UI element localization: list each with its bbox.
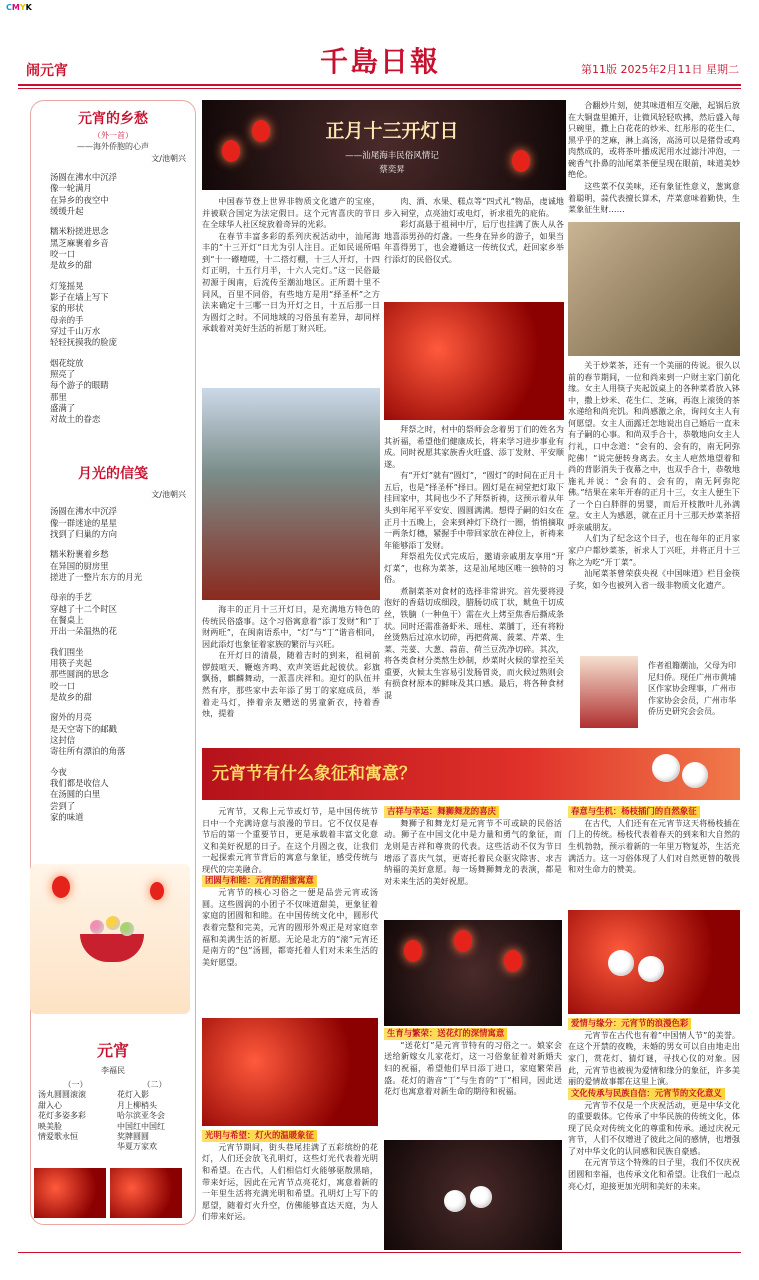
tangyuan-night-photo <box>384 1140 562 1250</box>
poem-line: 咬一口 <box>50 680 76 691</box>
tangyuan-red-photo <box>568 910 740 1014</box>
poem-line: 在餐桌上 <box>50 614 84 625</box>
heading-love: 爱情与缘分：元宵节的浪漫色彩 <box>568 1018 691 1030</box>
author-bio: 作者祖籍潮汕，父母为印尼归侨。现任广州市黄埔区作家协会理事，广州市作家协会会员，广州市华侨历史研究会会员。 <box>648 661 736 717</box>
poem-line: 情爱歌永恒 <box>38 1132 78 1142</box>
bowl-icon <box>80 934 144 962</box>
poem3-author: 李福民 <box>101 1065 125 1075</box>
poem-line: 母亲的手艺 <box>50 592 92 603</box>
issue-info: 第11版 2025年2月11日 星期二 <box>581 63 739 76</box>
poem-line: 灯笼摇晃 <box>50 280 84 291</box>
poem-stanza <box>50 592 192 637</box>
poem-stanza <box>50 281 192 349</box>
feature-col3-bottom: 关于炒菜茶，还有一个美丽的传说。很久以前的春节期间，一位和尚来到一户财主家门前化缘。女主人用筷子夹起饭桌上的各种菜肴放入钵中，撒上炒米、花生仁、芝麻，再泡上滚烫的茶水递给和尚充饥。和尚感激之余，询问女主人有何愿望。女主人面露迁怎地说出自己婚后一直未有子嗣的心事。和尚双手合十，恭敬地向女主人行礼，口中念道：“会有的、会有的，南无阿弥陀佛！”说完便转身离去。女主人疤然地望着和尚的背影消失于夜幕之中，也双手合十，恭敬地施礼并说：“会有的、会有的，南无阿弥陀佛。”结果在来年开春的正月十三，女主人便生下了一个白白胖胖的男婴，而后开枝散叶儿孙满堂。女主人为感恩，就在正月十三那天炒菜茶招呼亲戚朋友。 人们为了纪念这个日子，也在每年的正月家家户户都炒菜茶，祈求人丁兴旺，并将正月十三称之为吃“开丁菜”。 汕尾菜茶曾荣获央视《中国味道》栏目金筷子奖，如今也被列入省一级非物质文化遗产。 <box>568 360 740 590</box>
heading-birth: 生育与繁荣：送花灯的深情寓意 <box>384 1028 507 1040</box>
feature-banner <box>202 100 566 190</box>
poem-line: 黑芝麻裹着乡音 <box>50 237 109 248</box>
bottom-title: 元宵节有什么象征和寓意？ <box>212 764 416 784</box>
poem-line: 甜入心 <box>38 1100 62 1110</box>
poem-line: 汤丸圆圆滚滚 <box>38 1090 86 1100</box>
poem-stanza <box>50 712 192 757</box>
poem-line: 每个游子的眼睛 <box>50 380 109 391</box>
poem-line: 像一轮满月 <box>50 183 92 194</box>
poem3-col1: （一） 汤丸圆圆滚滚 甜入心 花灯多姿多彩 映美脸 情爱歌永恒 <box>34 1080 113 1153</box>
feature-col1-top: 中国春节登上世界非物质文化遗产的宝座，并被联合国定为法定假日。这个元宵喜庆的节日在全球华人社区绽放着奇异的光彩。 在春节丰富多彩的系列庆祝活动中，汕尾海丰的“十三开灯”日尤为引人注目。正如民谣所唱到“十一礤噎嗟，十二搭灯棚，十三人开灯，十四灯正明，十五行月半，十六人完灯。”这一民俗最初源于闽南，后流传至潮汕地区。正所谓十里不同风，百里不同俗，有些地方是用“择圣杯”之方法来确定十三哪一日为开灯之日，十五后那一日为圆灯之时。不同地域的习俗虽有差异，却同样承载着对美好生活的祈愿丁财兴旺。 <box>202 196 380 334</box>
poem-line: 哈尔滨亚冬会 <box>117 1111 165 1121</box>
poem-stanza <box>50 172 192 217</box>
poem-line: 是故乡的甜 <box>50 260 92 271</box>
poem-line: 像一群迷途的星星 <box>50 517 117 528</box>
author-photo <box>580 656 638 728</box>
heading-lion: 吉祥与幸运：舞狮舞龙的喜庆 <box>384 806 499 818</box>
poem2-author: 文/池朝兴 <box>151 489 186 499</box>
poem1-body <box>34 172 192 426</box>
lantern-street-photo <box>384 920 562 1026</box>
poem-line: 咬一口 <box>50 249 76 260</box>
poem-line: 花灯多姿多彩 <box>38 1111 86 1121</box>
poem1-author: 文/池朝兴 <box>151 153 186 163</box>
heading-reunion: 团圆与和睦：元宵的甜蜜寓意 <box>202 875 317 887</box>
heading-culture: 文化传承与民族自信：元宵节的文化意义 <box>568 1088 725 1100</box>
poem-line: 家的形状 <box>50 303 84 314</box>
poem-line: 那些圆润的思念 <box>50 669 109 680</box>
poem-line: 糯米粉裹着乡愁 <box>50 549 109 560</box>
poem-line: 是故乡的甜 <box>50 692 92 703</box>
poem-stanza <box>50 549 192 583</box>
poem2-title: 月光的信笺 <box>78 466 148 482</box>
poem3-block <box>34 1040 192 1153</box>
poem-line: 月上柳梢头 <box>117 1100 157 1110</box>
poem-line: 汤圆在沸水中沉浮 <box>50 171 117 182</box>
poem1-tagline: ——海外侨胞的心声 <box>77 142 149 152</box>
poem-line: 找到了归巢的方向 <box>50 528 117 539</box>
feature-title: 正月十三开灯日 <box>325 120 459 142</box>
feature-col1-bottom: 海丰的正月十三开灯日，是充满地方特色的传统民俗盛事。这个习俗寓意着“添丁发财”和“丁财两旺”，在闽南语系中，“灯”与“丁”谐音相同，因此添灯也象征着家族的繁衍与兴旺。 在开灯日的清晨，随着吉时的到来，祖祠前锣鼓喧天、鞭炮齐鸣、欢声笑语此起彼伏。彩旗飘扬，麒麟舞动，一派喜庆祥和。迎灯的队伍井然有序，那些家中去年添了男丁的家庭成员，举着走马灯，捧着亲友赠送的男童新衣，持着香烛，提着 <box>202 604 380 719</box>
poem-stanza <box>50 506 192 540</box>
poem-line: 缓缓升起 <box>50 205 84 216</box>
poem-line: 是天空寄下的邮戳 <box>50 723 117 734</box>
feature-col2-top: 肉、酒、水果、糕点等“四式礼”物品，虔诚地步入祠堂，点亮油灯或电灯，祈求祖先的庇佑。 彩灯高悬于祖祠中厅，后厅也挂满了族人从各地喜添男孙的灯盏。一些身在异乡的游子，如果当年喜得男丁，也会遵循这一传统仪式，赶回家乡举行添灯的民俗仪式。 <box>384 196 564 264</box>
bottom-banner <box>202 748 740 800</box>
feature-author: 蔡奕昇 <box>379 165 405 175</box>
poem1-title: 元宵的乡愁 <box>78 111 148 127</box>
bottom-col1-top: 元宵节，又称上元节或灯节，是中国传统节日中一个充满诗意与浪漫的节日。它不仅仅是春节后的第一个重要节日，更是承载着丰富文化意义和美好祝愿的日子。在这个月圆之夜，让我们一起探索元宵节背后的寓意与象征，感受传统与现代的完美融合。 团圆与和睦：元宵的甜蜜寓意 元宵节的核心习俗之一便是品尝元宵或汤圆。这些圆润的小团子不仅味道甜美，更象征着家庭的团圆和和睦。在中国传统文化中，圆形代表着完整和完美，元宵的圆形外观正是对家庭幸福和美满生活的祈愿。无论是北方的“滚”元宵还是南方的“包”汤圆，都寄托着人们对未来生活的美好愿望。 <box>202 806 378 967</box>
bottom-col1-bottom: 光明与希望：灯火的温暖象征 元宵节期间，街头巷尾挂满了五彩缤纷的花灯，人们还会放飞孔明灯，这些灯光代表着光明和希望。在古代，人们相信灯火能够驱散黑暗，带来好运，因此在元宵节点亮花灯，寓意着新的一年里生活将充满光明和希望。孔明灯上写下的愿望，随着灯火升空，仿佛能够直达天庭，为人们带来好运。 <box>202 1130 378 1222</box>
poem-line: 花灯入影 <box>117 1090 149 1100</box>
poem-line: 烟花绽放 <box>50 357 84 368</box>
poem-line: 尝到了 <box>50 800 76 811</box>
tangyuan-bowl-photo <box>202 1018 378 1126</box>
vegetable-dishes-photo <box>568 222 740 356</box>
masthead-logo: 千島日報 <box>319 45 440 78</box>
poem-line: 轻轻抚摸我的脸庞 <box>50 337 117 348</box>
poem-line: 盛满了 <box>50 403 76 414</box>
header-rule <box>18 84 741 86</box>
poem3-title: 元宵 <box>96 1041 129 1060</box>
poem-line: 在异乡的夜空中 <box>50 194 109 205</box>
section-title: 闹元宵 <box>26 63 68 79</box>
poem-line: 穿过千山万水 <box>50 326 101 337</box>
ancestral-hall-photo <box>384 302 564 420</box>
tangyuan-illustration <box>30 864 190 1014</box>
poem-line: 华夏万家欢 <box>117 1142 157 1152</box>
poem-line: 影子在墙上写下 <box>50 292 109 303</box>
feature-col2-bottom: 拜祭之时，村中的祭师会念着男丁们的姓名为其祈福，希望他们健康成长，将来学习进步事业有成。同时祝愿其家族香火旺盛、添丁发财、平安顺遂。 有“开灯”就有“圆灯”，“圆灯”的时间在正月十五后，也是“择圣杯”择日。圆灯是在祠堂把灯取下挂回家中，其间也少不了拜祭祈祷，这预示着从年头到年尾平平安安、圆圆满满。想得子嗣的妇女在正月十五晚上，会来到神灯下绕行一圈，悄悄摘取一两条灯穗，紧握手中带回家放在神位上，祈祷来年能够添丁发财。 拜祭祖先仪式完成后，邀请亲戚朋友享用“开灯菜”，也称为菜茶，这是汕尾地区唯一独特的习俗。 煮制菜茶对食材的选择非常讲究。首先要将浸泡好的香菇切成细段，腊肠切成丁状，鱿鱼干切成丝，铁腩（一种鱼干）需在火上烤至焦香后撕成条状。同时还需准备虾米、瑶柱、菜脯丁，还有将粉丝烫熟后过凉水切碎，再把荷蒿、菠菜、芹菜、生菜、芫荽、大葱、蒜苗、荷兰豆洗净切碎。其次，将各类食材分类熬生炒制，炒菜时火候的掌控至关重要，火候太生容易引发肠胃炎，而火候过熟则会有损食材原本的鲜味及其口感。最后，将各种食材混 <box>384 424 564 700</box>
poem-line: 这封信 <box>50 735 76 746</box>
poem-line: 穿越了十二个时区 <box>50 603 117 614</box>
poem-line: 我们都是收信人 <box>50 778 109 789</box>
poem-line: 搓进了一整片东方的月光 <box>50 571 143 582</box>
footer-rule <box>18 1252 741 1253</box>
poem-stanza <box>50 767 192 824</box>
poem-line: 糯米粉搓进思念 <box>50 226 109 237</box>
poem-line: 映美脸 <box>38 1121 62 1131</box>
poem-line: 那里 <box>50 391 67 402</box>
header-rule-thin <box>18 88 741 89</box>
temple-roof-photo <box>202 388 380 600</box>
poem-line: 开出一朵温热的花 <box>50 626 117 637</box>
poem2-body <box>34 506 192 823</box>
bottom-col2-mid: 生育与繁荣：送花灯的深情寓意 “送花灯”是元宵节特有的习俗之一。娘家会送给新嫁女儿家花灯，这一习俗象征着对新婚夫妇的祝福，希望他们早日添丁进口，家庭繁荣昌盛。花灯的谐音“丁”与生育的“丁”相同，因此送花灯也寓意着对新生命的期待和祝福。 <box>384 1028 562 1097</box>
poem-line: 用筷子夹起 <box>50 658 92 669</box>
bottom-col2-top: 吉祥与幸运：舞狮舞龙的喜庆 舞狮子和舞龙灯是元宵节不可或缺的民俗活动。狮子在中国文化中是力量和勇气的象征，而龙则是吉祥和尊贵的代表。这些活动不仅为节日增添了喜庆气氛，更寄托着民众驱灾除害、求吉纳福的美好意愿。每一场舞狮舞龙的表演，都是对未来生活的美好祝愿。 <box>384 806 562 886</box>
heading-light: 光明与希望：灯火的温暖象征 <box>202 1130 317 1142</box>
lantern-photo-small-1 <box>34 1168 106 1218</box>
poem-line: 照亮了 <box>50 369 76 380</box>
poem-line: 汤圆在沸水中沉浮 <box>50 506 117 517</box>
poem2-block <box>34 465 192 832</box>
poem1-block <box>34 110 192 435</box>
poem3-col2: （二） 花灯入影 月上柳梢头 哈尔滨亚冬会 中国红中国红 奖牌圆圆 华夏万家欢 <box>113 1080 192 1153</box>
poem-line: 母亲的手 <box>50 314 84 325</box>
poem-line: 我们围坐 <box>50 646 84 657</box>
poem-line: 中国红中国红 <box>117 1121 165 1131</box>
poem-line: 在汤圆的白里 <box>50 789 101 800</box>
poem-line: 在异国的厨房里 <box>50 560 109 571</box>
cmyk-marks: CMYK <box>6 3 32 12</box>
feature-subtitle: ——汕尾海丰民俗风情记 <box>345 151 439 161</box>
poem-stanza <box>50 226 192 271</box>
poem-line: 家的味道 <box>50 812 84 823</box>
lantern-photo-small-2 <box>110 1168 182 1218</box>
poem-stanza <box>50 358 192 426</box>
bottom-col3-top: 春意与生机：杨枝插门的自然象征 在古代，人们还有在元宵节这天将杨枝插在门上的传统。杨枝代表着春天的到来和大自然的生机勃勃，预示着新的一年里万物复苏，生活充满活力。这一习俗体现了人们对自然更替的敬畏和对生命力的赞美。 <box>568 806 740 875</box>
bottom-col3-bottom: 爱情与缘分：元宵节的浪漫色彩 元宵节在古代也有着“中国情人节”的美誉。在这个开禁的夜晚，未婚的男女可以自由地走出家门，赏花灯、猜灯谜，寻找心仪的对象。因此，元宵节也被视为爱情和缘分的象征，许多美丽的爱情故事都在这里上演。 文化传承与民族自信：元宵节的文化意义 元宵节不仅是一个庆祝活动，更是中华文化的重要载体。它传承了中华民族的传统文化，体现了民众对传统文化的尊重和传承。通过庆祝元宵节，人们不仅增进了彼此之间的感情，也增强了对中华文化的认同感和民族自豪感。 在元宵节这个特殊的日子里，我们不仅庆祝团圆和幸福，也传承文化和希望。让我们一起点亮心灯，迎接更加光明和美好的未来。 <box>568 1018 740 1191</box>
poem-line: 今夜 <box>50 766 67 777</box>
feature-col3-top: 合翻炒片刻，使其味道相互交融，起锅后放在大铜盘里摊开，让微风轻轻吹拂，然后盛入每只碗里，撒上白花花的炒米、红彤彤的花生仁、黑乎乎的芝麻，淋上高汤，高汤可以是猪骨或鸡肉熬成的，或将茶叶播成泥用水过滤汁冲泡，一碗香气扑鼻的汕尾菜茶便呈现在眼前，味道美妙绝伦。 这些菜不仅美味，还有象征性意义，葱寓意着聪明，蒜代表擅长算术，芹菜意味着勤快，生菜象征生财…… <box>568 100 740 215</box>
poem-stanza <box>50 647 192 704</box>
poem1-subtitle: （外一首） <box>93 130 133 140</box>
poem-line: 窗外的月亮 <box>50 712 92 723</box>
poem-line: 寄往所有漂泊的角落 <box>50 746 126 757</box>
poem-line: 奖牌圆圆 <box>117 1132 149 1142</box>
heading-spring: 春意与生机：杨枝插门的自然象征 <box>568 806 700 818</box>
poem-line: 对故土的眷恋 <box>50 414 101 425</box>
